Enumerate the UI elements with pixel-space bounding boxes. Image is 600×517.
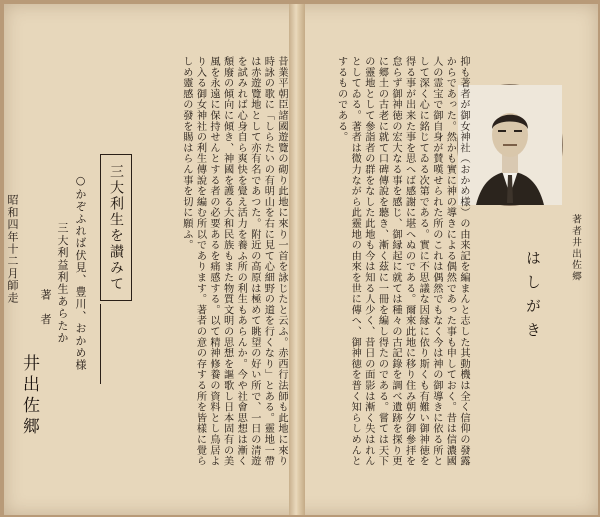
author-name: 井出佐郷 <box>19 354 39 438</box>
preface-paragraph: 抑も著者が御女神社（おかめ様）の由来記を編まんと志した其動機は全く信仰の發露からであった。然かも實に神の導きによる偶然であった事も申しておく。昔は信濃國人の霊宝で御自身が賛嘆せられた所のこれは偶然でもなく今は神の御導きに依る所として深く心に銘じてゐる次第である。實に不思議な因縁に依り斯くも有難い御神徳を得る事が出来た事を思へば感謝に堪へぬのである。爾來此地に移り住み朝夕御參拝を怠らず御神徳の宏大なる事を感じ、御縁起に就ては種々の古記錄を調べ遺跡を探り更に郷土の古老に就て口碑傳說を聽き、漸く茲に一冊を編し得たのである。嘗ては天下の靈地として參詣者の群をなした此地も今は知る人少く、昔日の面影は漸く失はれんとしてゐる。著者は微力ながら此靈地の由來を世に傳へ、御神徳を普く知らしめんとするものである。 <box>335 56 469 467</box>
poem-line-2: 三大利益利生あらたか <box>56 222 69 344</box>
preface-text <box>315 56 470 469</box>
author-label: 著 者 <box>39 289 52 326</box>
preface-heading: はしがき <box>524 250 542 346</box>
book-gutter <box>289 4 305 515</box>
poem-title: 三大利生を讃みて <box>100 154 132 301</box>
right-page <box>305 4 598 515</box>
main-text <box>148 56 288 469</box>
title-rule <box>100 304 101 384</box>
poem-line-1: ○かぞふれば伏見、豊川、おかめ様 <box>74 174 87 372</box>
author-portrait <box>457 84 563 206</box>
main-paragraph: 昔業平朝臣諸國遊覽の砌り此地に來り一首を詠じたと云ふ。赤西行法師も此地に來り時詠の歌に「しらたいの有明山を右に見て心細野の道を行くなり」とある。靈地一帶は赤遊覽地として亦有名であつた。附近の高原は極めて眺望の好い所で、一日の清遊を試みれば心身自ら爽快を覺え活力を養ふ所の利生もあらんか。今や社會思想は漸く頽廢の傾向に傾き、神國を護る大和民族もまた物質文明の思想を謳歌し日本固有の美風を永遠に保持せんとする者の必要あるを痛感する。以て精神修養の資料とし鳥居より入る御女神社の利生傳說を編む所以であります。著者の意の存する所を皆樣に覺らしめ靈感の發を賜はらん事を切に願ふ。 <box>180 56 287 467</box>
publication-date: 昭和四年十二月師走 <box>6 194 19 304</box>
left-page <box>4 4 290 515</box>
portrait-caption: 著者井出佐郷 <box>570 214 581 283</box>
